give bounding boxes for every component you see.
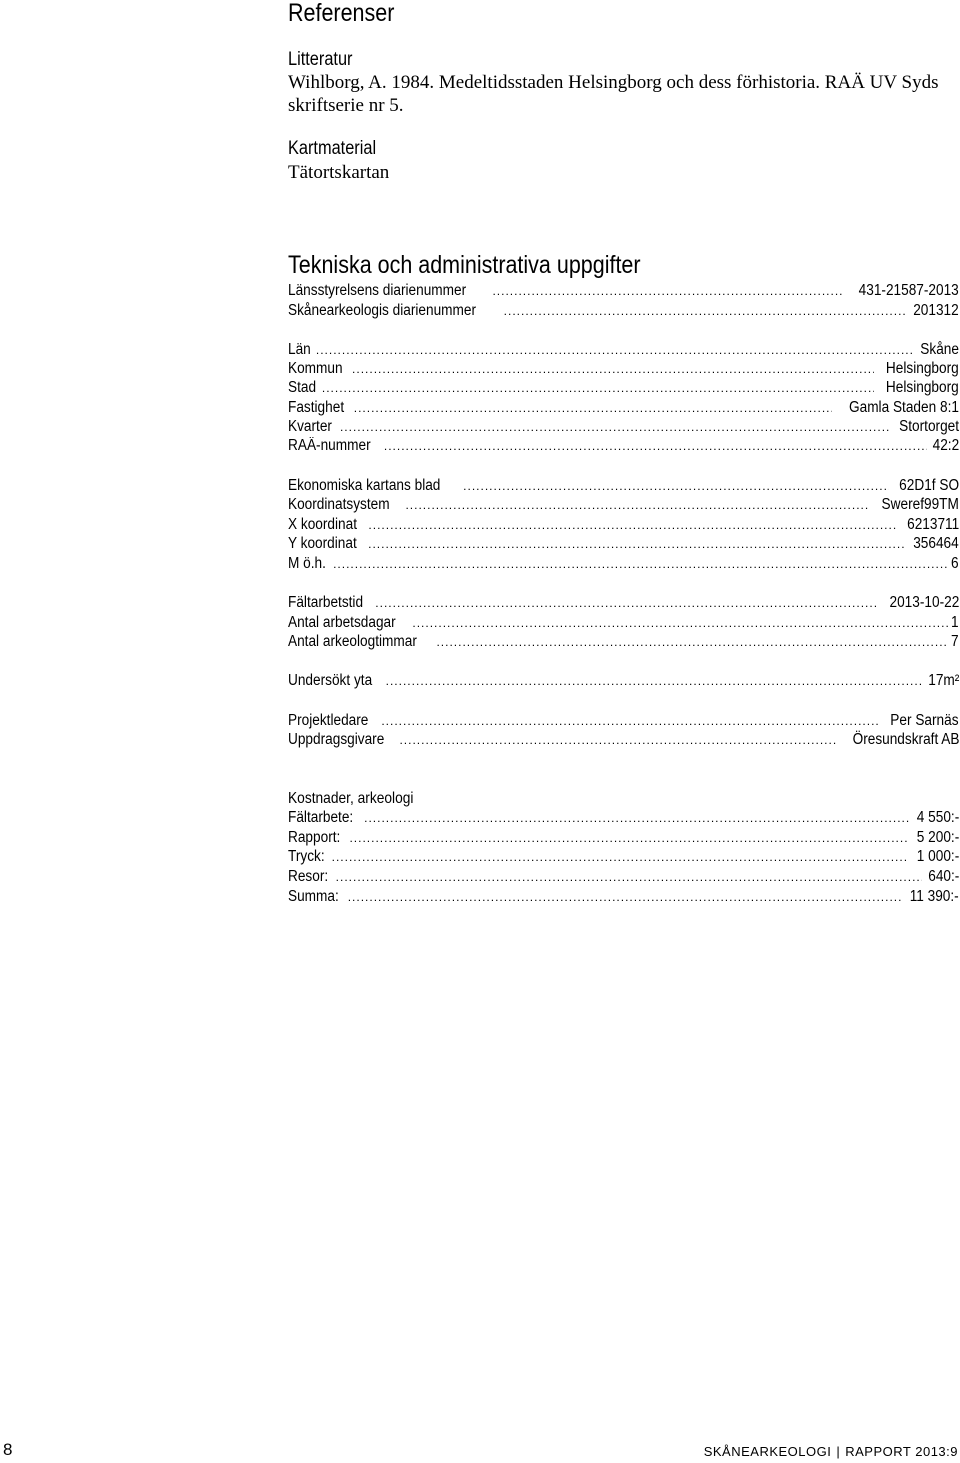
maps-heading: Kartmaterial	[288, 138, 377, 159]
info-row-koordinatsystem: Koordinatsystem ..... Sweref99TM	[288, 495, 959, 515]
literature-reference: Wihlborg, A. 1984. Medeltidsstaden Helsingborg och dess förhistoria. RAÄ UV Syds skriftserie nr 5.	[288, 72, 939, 116]
info-row-faltarbetstid: Fältarbetstid ..... 2013-10-22	[288, 593, 959, 613]
footer-publication	[704, 1444, 958, 1460]
info-row-kommun: Kommun ..... Helsingborg	[288, 359, 959, 379]
info-row-y-koordinat: Y koordinat ..... 356464	[288, 534, 959, 554]
technical-heading: Tekniska och administrativa uppgifter	[288, 251, 641, 279]
info-row-undersokt-yta: Undersökt yta ..... 17m²	[288, 671, 959, 691]
info-row-projektledare: Projektledare ..... Per Sarnäs	[288, 711, 959, 731]
footer-separator: |	[836, 1444, 841, 1459]
cost-row-rapport: Rapport: ..... 5 200:-	[288, 828, 959, 848]
page-title: Referenser	[288, 0, 395, 27]
info-row-lansstyrelsen: Länsstyrelsens diarienummer ..... 431-21587-2013	[288, 281, 959, 301]
info-row-skanearkeologi: Skånearkeologis diarienummer ..... 201312	[288, 301, 959, 321]
cost-row-faltarbete: Fältarbete: ..... 4 550:-	[288, 808, 959, 828]
costs-heading: Kostnader, arkeologi	[288, 790, 414, 807]
literature-heading: Litteratur	[288, 49, 353, 70]
info-row-kartblad: Ekonomiska kartans blad ..... 62D1f SO	[288, 476, 959, 496]
info-row-moh: M ö.h. ..... 6	[288, 554, 959, 574]
info-row-kvarter: Kvarter ..... Stortorget	[288, 417, 959, 437]
info-row-fastighet: Fastighet ..... Gamla Staden 8:1	[288, 398, 959, 418]
footer-publisher: SKÅNEARKEOLOGI	[703, 1444, 832, 1459]
info-row-uppdragsgivare: Uppdragsgivare ..... Öresundskraft AB	[288, 730, 959, 750]
info-row-raa: RAÄ-nummer ..... 42:2	[288, 436, 959, 456]
info-row-stad: Stad ..... Helsingborg	[288, 378, 959, 398]
info-row-lan: Län ..... Skåne	[288, 340, 959, 360]
cost-row-tryck: Tryck: ..... 1 000:-	[288, 847, 959, 867]
info-row-arkeologtimmar: Antal arkeologtimmar ..... 7	[288, 632, 959, 652]
cost-row-resor: Resor: ..... 640:-	[288, 867, 959, 887]
footer-report: RAPPORT 2013:9	[845, 1444, 958, 1459]
info-row-arbetsdagar: Antal arbetsdagar ..... 1	[288, 613, 959, 633]
page-number: 8	[3, 1440, 13, 1459]
cost-row-summa: Summa: ..... 11 390:-	[288, 887, 959, 907]
maps-text: Tätortskartan	[288, 162, 390, 183]
info-row-x-koordinat: X koordinat ..... 6213711	[288, 515, 959, 535]
